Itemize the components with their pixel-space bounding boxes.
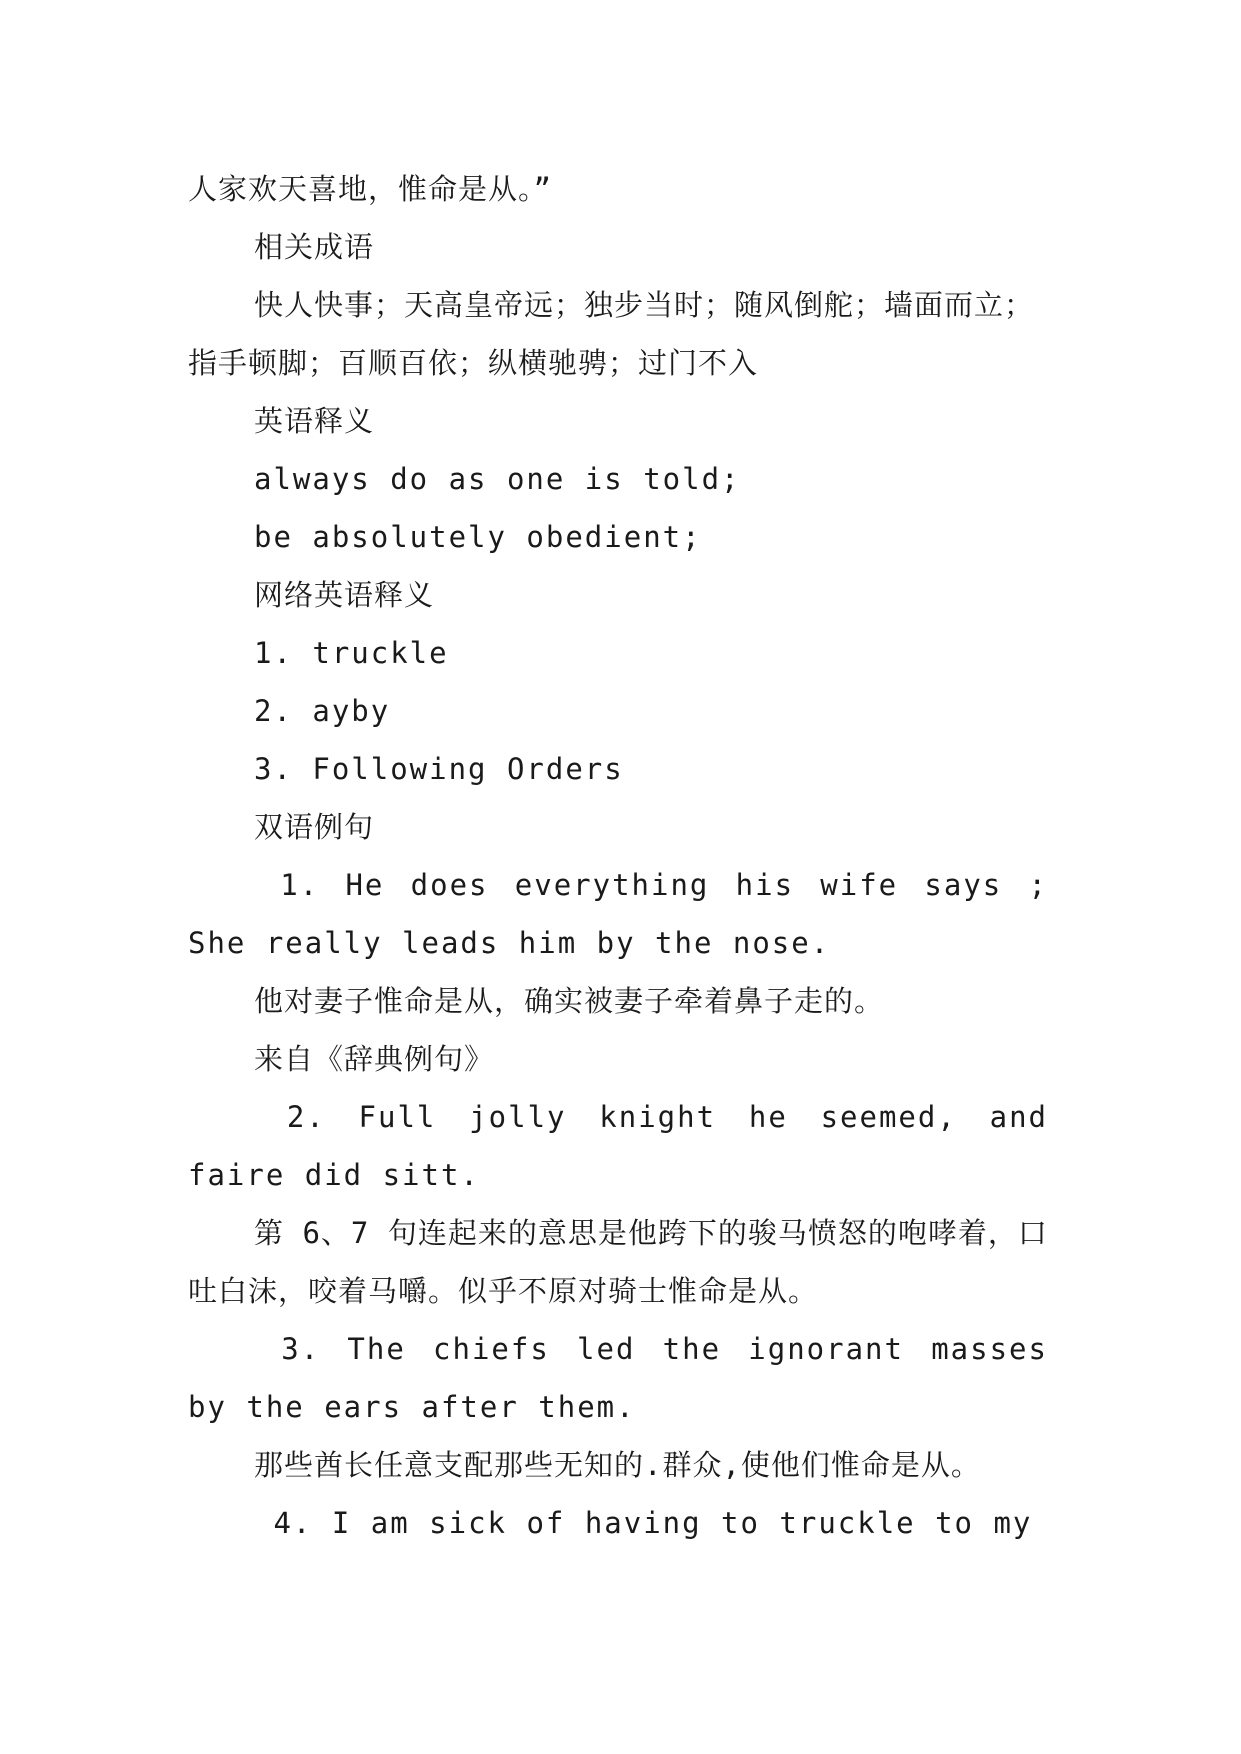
example-1-source: 来自《辞典例句》 [254,1042,495,1076]
related-idioms-list: 快人快事；天高皇帝远；独步当时；随风倒舵；墙面而立；指手顿脚；百顺百依；纵横驰骋；过门不入 [188,288,1035,380]
web-definition-1: 1. truckle [254,636,449,670]
english-definition-2: be absolutely obedient; [254,520,702,554]
heading-related-idioms: 相关成语 [254,230,375,264]
english-definition-1: always do as one is told; [254,462,741,496]
example-3-chinese: 那些酋长任意支配那些无知的.群众,使他们惟命是从。 [254,1448,981,1482]
document-body [188,160,1068,1552]
heading-web-english-definition: 网络英语释义 [254,578,435,612]
paragraph-continuation: 人家欢天喜地，惟命是从。” [188,172,552,206]
example-3-english: 3. The chiefs led the ignorant masses by the ears after them. [188,1332,1068,1424]
heading-bilingual-examples: 双语例句 [254,810,375,844]
example-1-chinese: 他对妻子惟命是从，确实被妻子牵着鼻子走的。 [254,984,885,1018]
web-definition-2: 2. ayby [254,694,391,728]
example-4-english: 4. I am sick of having to truckle to my [254,1506,1033,1540]
example-2-chinese: 第 6、7 句连起来的意思是他跨下的骏马愤怒的咆哮着，口吐白沫，咬着马嚼。似乎不原对骑士惟命是从。 [188,1216,1048,1308]
example-2-english: 2. Full jolly knight he seemed, and faire did sitt. [188,1100,1068,1192]
web-definition-3: 3. Following Orders [254,752,624,786]
example-1-english: 1. He does everything his wife says ; She really leads him by the nose. [188,868,1068,960]
heading-english-definition: 英语释义 [254,404,375,438]
